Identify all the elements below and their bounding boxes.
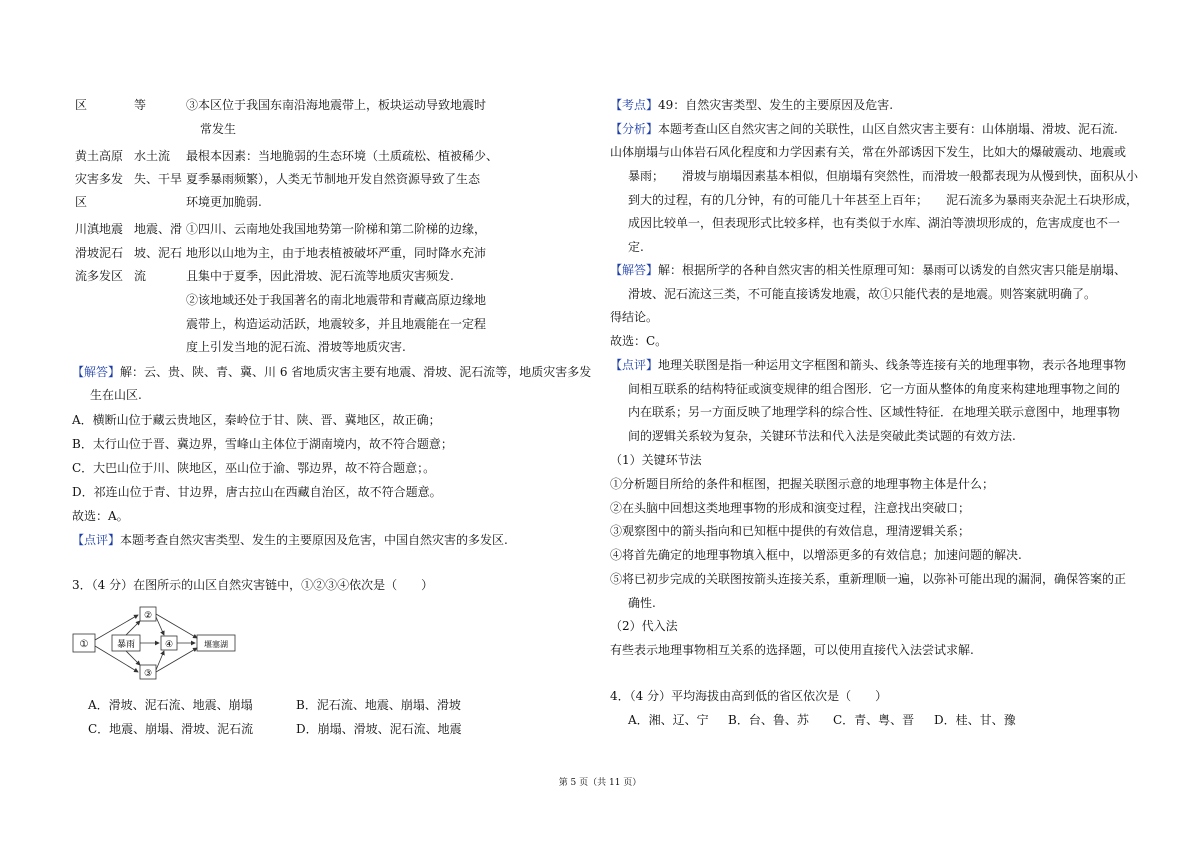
table-row-3-cause: 度上引发当地的泥石流、滑坡等地质灾害.: [186, 340, 406, 354]
q4-option-d[interactable]: D．桂、甘、豫: [934, 713, 1016, 727]
diagram-arrows: [95, 614, 197, 672]
table-row-2-type: 水土流: [134, 149, 171, 163]
q4-option-a[interactable]: A．湘、辽、宁: [628, 713, 709, 727]
node-3-label: ③: [143, 669, 153, 679]
fenxi-line-3: 暴雨； 滑坡与崩塌因素基本相似，但崩塌有突然性，而滑坡一般都表现为从慢到快，面积从小: [628, 169, 1139, 183]
table-row-1-cause: ③本区位于我国东南沿海地震带上，板块运动导致地震时: [186, 98, 487, 112]
table-row-1-cause: 常发生: [200, 122, 237, 136]
comment-tag: 【点评】: [72, 533, 121, 547]
q2-answer-line-2: 生在山区.: [90, 388, 142, 402]
table-row-3-cause: 地形以山地为主，由于地表植被破坏严重，同时降水充沛: [186, 246, 487, 260]
table-row-3-region: 川滇地震: [75, 222, 124, 236]
table-row-3-region: 滑坡泥石: [75, 246, 124, 260]
table-row-3-cause: 且集中于夏季，因此滑坡、泥石流等地质灾害频发.: [186, 269, 454, 283]
jieda-line-1: 【解答】解：根据所学的各种自然灾害的相关性原理可知：暴雨可以诱发的自然灾害只能是崩塌、: [610, 263, 1127, 277]
table-row-1-region: 区: [75, 98, 88, 112]
table-row-3-region: 流多发区: [75, 269, 124, 283]
node-4-label: ④: [164, 640, 174, 650]
table-row-2-region: 黄土高原: [75, 149, 124, 163]
method1-step-3: ③观察图中的箭头指向和已知框中提供的有效信息，理清逻辑关系；: [610, 524, 971, 538]
fenxi-line-5: 成因比较单一，但表现形式比较多样，也有类似于水库、湖泊等溃坝形成的，危害成度也不一: [628, 216, 1121, 230]
q2-option-c: C．大巴山位于川、陕地区，巫山位于渝、鄂边界，故不符合题意；。: [72, 461, 436, 475]
q3-stem: 3．（4 分）在图所示的山区自然灾害链中，①②③④依次是（ ）: [72, 578, 434, 592]
page-footer: 第 5 页（共 11 页）: [558, 778, 642, 788]
table-row-1-type: 等: [134, 98, 147, 112]
table-row-2-region: 区: [75, 195, 88, 209]
disaster-chain-diagram: [72, 602, 252, 684]
q3-option-d[interactable]: D．崩塌、滑坡、泥石流、地震: [296, 722, 462, 736]
table-row-2-cause: 夏季暴雨频繁），人类无节制地开发自然资源导致了生态: [186, 172, 481, 186]
q2-option-b: B．太行山位于晋、冀边界，雪峰山主体位于湖南境内，故不符合题意；: [72, 437, 453, 451]
table-row-3-type: 坡、泥石: [134, 246, 183, 260]
q3-option-b[interactable]: B．泥石流、地震、崩塌、滑坡: [296, 698, 461, 712]
table-row-3-type: 流: [134, 269, 147, 283]
method1-step-1: ①分析题目所给的条件和框图，把握关联图示意的地理事物主体是什么；: [610, 477, 995, 491]
fenxi-line-6: 定.: [628, 240, 644, 254]
table-row-2-cause: 环境更加脆弱.: [186, 195, 262, 209]
q4-stem: 4．（4 分）平均海拔由高到低的省区依次是（ ）: [610, 689, 888, 703]
method2-title: （2）代入法: [610, 619, 678, 633]
jieda-line-2: 滑坡、泥石流这三类，不可能直接诱发地震，故①只能代表的是地震。则答案就明确了。: [628, 287, 1097, 301]
q3-option-a[interactable]: A．滑坡、泥石流、地震、崩塌: [88, 698, 253, 712]
q4-option-b[interactable]: B．台、鲁、苏: [728, 713, 809, 727]
dianping-line-1: 【点评】地理关联图是指一种运用文字框图和箭头、线条等连接有关的地理事物，表示各地理事物: [610, 358, 1127, 372]
fenxi-line-1: 【分析】本题考查山区自然灾害之间的关联性，山区自然灾害主要有：山体崩塌、滑坡、泥石流.: [610, 122, 1118, 136]
node-2-label: ②: [143, 611, 153, 621]
node-1-label: ①: [79, 639, 89, 650]
fenxi-tag: 【分析】: [610, 122, 659, 136]
fenxi-line-4: 到大的过程，有的几分钟，有的可能几十年甚至上百年； 泥石流多为暴雨夹杂泥土石块形成，: [628, 193, 1139, 207]
table-row-2-region: 灾害多发: [75, 172, 124, 186]
lake-label: 堰塞湖: [204, 640, 228, 649]
guxuan-line: 故选：C。: [610, 334, 668, 348]
method1-step-4: ④将首先确定的地理事物填入框中，以增添更多的有效信息；加速问题的解决.: [610, 548, 1022, 562]
dianping-line-3: 内在联系；另一方面反映了地理学科的综合性、区域性特征．在地理关联示意图中，地理事物: [628, 405, 1121, 419]
method1-title: （1）关键环节法: [610, 453, 702, 467]
q2-answer-line-1: 【解答】解：云、贵、陕、青、冀、川 6 省地质灾害主要有地震、滑坡、泥石流等，地质灾害多发: [72, 365, 592, 379]
answer-tag: 【解答】: [72, 365, 121, 379]
q4-option-c[interactable]: C．青、粤、晋: [833, 713, 915, 727]
q2-option-a: A．横断山位于藏云贵地区，秦岭位于甘、陕、晋、冀地区，故正确；: [72, 413, 441, 427]
method1-step-5-cont: 确性.: [628, 596, 656, 610]
q2-comment: 【点评】本题考查自然灾害类型、发生的主要原因及危害，中国自然灾害的多发区.: [72, 533, 508, 547]
kaodian-line: 【考点】49：自然灾害类型、发生的主要原因及危害.: [610, 98, 894, 112]
method1-step-5: ⑤将已初步完成的关联图按箭头连接关系，重新理顺一遍，以弥补可能出现的漏洞，确保答案的正: [610, 572, 1127, 586]
kaodian-tag: 【考点】: [610, 98, 659, 112]
q2-option-d: D．祁连山位于青、甘边界，唐古拉山在西藏自治区，故不符合题意。: [72, 485, 442, 499]
table-row-3-cause: ①四川、云南地处我国地势第一阶梯和第二阶梯的边缘，: [186, 222, 487, 236]
rain-label: 暴雨: [116, 640, 136, 650]
dianping-line-4: 间的逻辑关系较为复杂，关键环节法和代入法是突破此类试题的有效方法.: [628, 429, 1016, 443]
table-row-2-type: 失、干旱: [134, 172, 183, 186]
jieda-tag: 【解答】: [610, 263, 659, 277]
q3-option-c[interactable]: C．地震、崩塌、滑坡、泥石流: [88, 722, 254, 736]
method2-text: 有些表示地理事物相互关系的选择题，可以使用直接代入法尝试求解.: [610, 643, 974, 657]
table-row-3-type: 地震、滑: [134, 222, 183, 236]
fenxi-line-2: 山体崩塌与山体岩石风化程度和力学因素有关，常在外部诱因下发生，比如大的爆破震动、地震或: [610, 145, 1127, 159]
method1-step-2: ②在头脑中回想这类地理事物的形成和演变过程，注意找出突破口；: [610, 501, 971, 515]
table-row-2-cause: 最根本因素：当地脆弱的生态环境（土质疏松、植被稀少、: [186, 149, 499, 163]
table-row-3-cause: ②该地域还处于我国著名的南北地震带和青藏高原边缘地: [186, 293, 487, 307]
dianping-line-2: 间相互联系的结构特征或演变规律的组合图形．它一方面从整体的角度来构建地理事物之间的: [628, 382, 1121, 396]
table-row-3-cause: 震带上，构造运动活跃，地震较多，并且地震能在一定程: [186, 317, 487, 331]
dianping-tag: 【点评】: [610, 358, 659, 372]
delun-line: 得结论。: [610, 310, 659, 324]
q2-conclusion: 故选：A。: [72, 509, 129, 523]
